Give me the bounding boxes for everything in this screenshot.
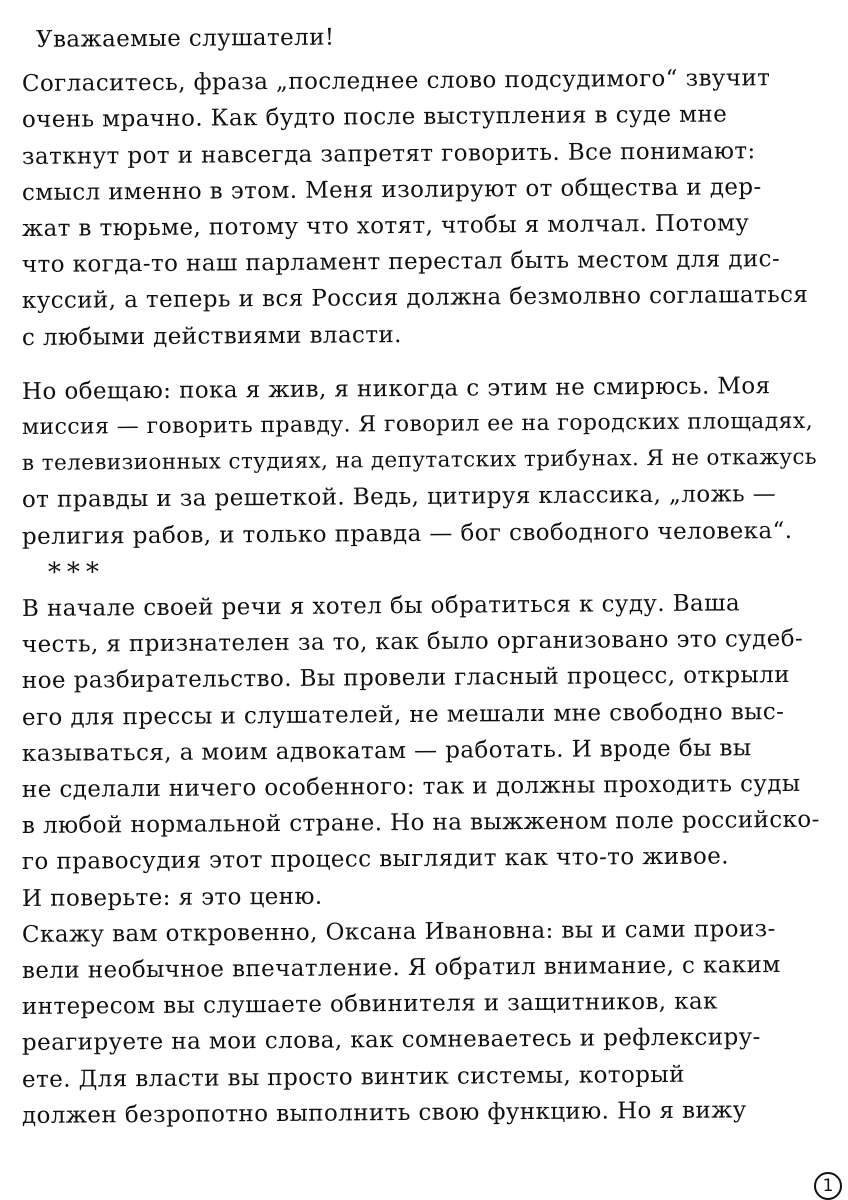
paragraph-4 <box>22 917 826 1134</box>
paragraph-3 <box>22 591 826 917</box>
text-line: Скажу вам откровенно, Оксана Ивановна: вы и сами произ- <box>21 915 776 948</box>
text-line: в любой нормальной стране. Но на выжженом поле российско- <box>21 807 820 840</box>
text-line: миссия — говорить правду. Я говорил ее на городских площадях, <box>21 408 814 441</box>
text-line: от правды и за решеткой. Ведь, цитируя классика, „ложь — <box>21 481 777 514</box>
text-line: жат в тюрьме, потому что хотят, чтобы я молчал. Потому <box>21 210 750 243</box>
text-line: Но обещаю: пока я жив, я никогда с этим не смирюсь. Моя <box>21 372 771 405</box>
text-line: ное разбирательство. Вы провели гласный процесс, открыли <box>21 662 791 695</box>
text-line: в телевизионных студиях, на депутатских трибунах. Я не откажусь <box>21 444 818 477</box>
text-line: интересом вы слушаете обвинителя и защитников, как <box>21 988 718 1021</box>
salutation: Уважаемые слушатели! <box>35 24 335 53</box>
text-line: куссий, а теперь и вся Россия должна безмолвно соглашаться <box>21 282 809 315</box>
page-number: 1 <box>814 1172 842 1200</box>
text-line: его для прессы и слушателей, не мешали мне свободно выс- <box>21 698 785 731</box>
paragraph-1 <box>22 66 826 356</box>
text-line: заткнут рот и навсегда запретят говорить. Все понимают: <box>21 137 756 170</box>
text-line: очень мрачно. Как будто после выступления в суде мне <box>21 101 728 134</box>
text-line: должен безропотно выполнить свою функцию. Но я вижу <box>21 1097 747 1129</box>
section-separator: *** <box>47 557 106 588</box>
text-line: И поверьте: я это ценю. <box>21 883 323 912</box>
text-line: не сделали ничего особенного: так и должны проходить суды <box>21 770 801 804</box>
text-line: вели необычное впечатление. Я обратил внимание, с каким <box>21 952 781 985</box>
text-line: реагируете на мои слова, как сомневаетесь и рефлексиру- <box>21 1024 761 1057</box>
text-line: В начале своей речи я хотел бы обратиться к суду. Ваша <box>21 590 741 623</box>
text-line: что когда-то наш парламент перестал быть местом для дис- <box>21 246 781 279</box>
text-line: ете. Для власти вы просто винтик системы, который <box>21 1061 685 1093</box>
text-line: религия рабов, и только правда — бог свободного человека“. <box>21 517 793 550</box>
text-line: с любыми действиями власти. <box>21 321 402 351</box>
paragraph-2 <box>22 374 826 555</box>
text-line: честь, я признателен за то, как было организовано это судеб- <box>21 626 804 659</box>
text-line: смысл именно в этом. Меня изолируют от общества и дер- <box>21 174 762 206</box>
text-line: го правосудия этот процесс выглядит как что-то живое. <box>21 843 730 876</box>
text-line: казываться, а моим адвокатам — работать. И вроде бы вы <box>21 735 752 767</box>
text-line: Согласитесь, фраза „последнее слово подсудимого“ звучит <box>21 65 771 98</box>
